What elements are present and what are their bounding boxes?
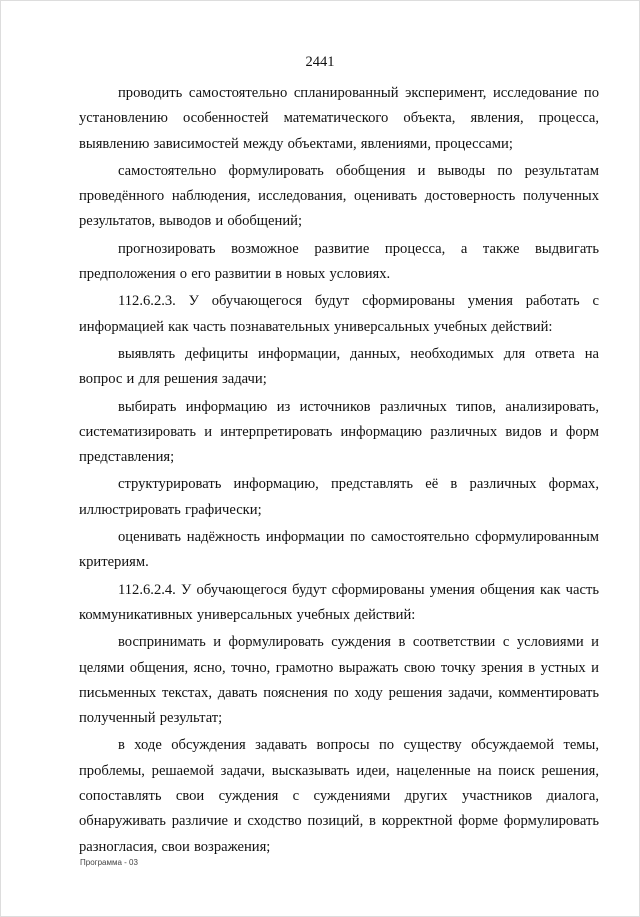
paragraph-reliability: оценивать надёжность информации по самостоятельно сформулированным критериям.: [79, 529, 599, 571]
paragraph-info-deficits: выявлять дефициты информации, данных, необходимых для ответа на вопрос и для решения задачи;: [79, 345, 599, 388]
document-body: [79, 81, 599, 862]
paragraph-structure-info: структурировать информацию, представлять её в различных формах, иллюстрировать графически;: [79, 476, 599, 518]
paragraph-section-112-6-2-3: 112.6.2.3. У обучающегося будут сформированы умения работать с информацией как часть познавательных универсальных учебных действий:: [79, 293, 599, 335]
paragraph-discussion: в ходе обсуждения задавать вопросы по существу обсуждаемой темы, проблемы, решаемой задачи, высказывать идеи, нацеленные на поиск решения, сопоставлять свои суждения с суждениями других участников диалога, обнаруживать различие и сходство позиций, в корректной форме формулировать разногласия, свои возражения;: [79, 737, 599, 855]
paragraph-generalizations: самостоятельно формулировать обобщения и выводы по результатам проведённого наблюдения, исследования, оценивать достоверность полученных результатов, выводов и обобщений;: [79, 162, 599, 230]
page-number: 2441: [305, 54, 335, 70]
footer-program-label: Программа - 03: [80, 858, 138, 867]
paragraph-select-info: выбирать информацию из источников различных типов, анализировать, систематизировать и интерпретировать информацию различных видов и форм представления;: [79, 398, 599, 466]
paragraph-forecast: прогнозировать возможное развитие процесса, а также выдвигать предположения о его развитии в новых условиях.: [79, 240, 599, 283]
paragraph-perceive-judgments: воспринимать и формулировать суждения в соответствии с условиями и целями общения, ясно, точно, грамотно выражать свою точку зрения в устных и письменных текстах, давать пояснения по ходу решения задачи, комментировать полученный результат;: [79, 634, 599, 727]
paragraph-experiment: проводить самостоятельно спланированный эксперимент, исследование по установлению особенностей математического объекта, явления, процесса, выявлению зависимостей между объектами, явлениями, процессами;: [79, 85, 599, 152]
paragraph-section-112-6-2-4: 112.6.2.4. У обучающегося будут сформированы умения общения как часть коммуникативных универсальных учебных действий:: [79, 581, 599, 623]
